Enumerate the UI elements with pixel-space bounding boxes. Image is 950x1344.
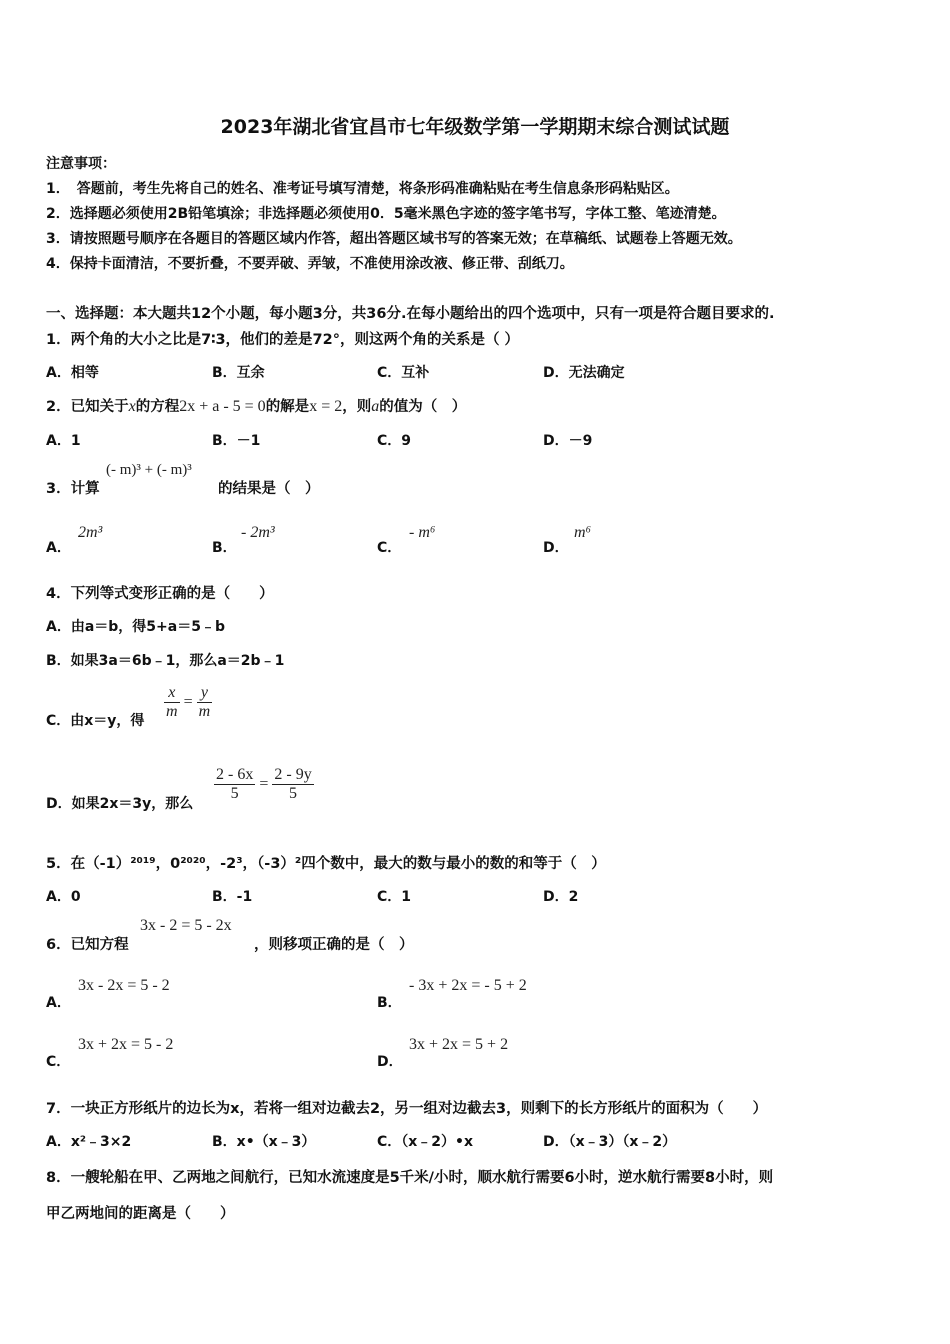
q4d-num1: 2 - 6x [216,766,254,783]
q7-option-d: D．（x﹣3）（x﹣2） [543,1134,677,1150]
q2-var-x: x [128,398,136,415]
q2-var-a: a [371,398,380,415]
q2-text-1: 2．已知关于 [46,399,129,415]
q4-option-c: C．由x＝y，得 [46,713,145,729]
q5-option-a: A．0 [46,889,81,905]
q2-stem [46,395,466,416]
q3-label-b: B． [212,540,237,556]
q2-text-3: 的解是 [265,399,310,415]
q2-option-d: D．－9 [543,433,593,449]
note-3: 3．请按照题号顺序在各题目的答题区域内作答，超出答题区域书写的答案无效；在草稿纸、试题卷上答题无效。 [46,231,742,247]
note-2: 2．选择题必须使用2B铅笔填涂；非选择题必须使用0．5毫米黑色字迹的签字笔书写，字体工整、笔迹清楚。 [46,206,726,222]
note-4: 4．保持卡面清洁，不要折叠，不要弄破、弄皱，不准使用涂改液、修正带、刮纸刀。 [46,256,574,272]
q4d-den2: 5 [289,785,298,802]
q2-option-c: C．9 [377,433,412,449]
q4c-num2: y [200,684,208,701]
notes-heading: 注意事项： [46,156,116,172]
q1-option-c: C．互补 [377,365,430,381]
q5-option-c: C．1 [377,889,412,905]
q3-stem-1: 3．计算 [46,481,100,497]
q4d-den1: 5 [230,785,239,802]
q3-answer-d: m⁶ [574,524,592,541]
q8-stem-line1: 8．一艘轮船在甲、乙两地之间航行，已知水流速度是5千米/小时，顺水航行需要6小时，逆水航行需要8小时，则 [46,1170,774,1186]
q3-answer-a: 2m³ [78,524,103,541]
q5-option-d: D．2 [543,889,579,905]
q2-text-2: 的方程 [135,399,180,415]
q3-expression: (- m)³ + (- m)³ [106,462,192,478]
q2-option-a: A．1 [46,433,81,449]
q6-label-c: C． [46,1054,71,1070]
q8-stem-line2: 甲乙两地间的距离是（ ） [46,1206,235,1222]
q3-answer-b: - 2m³ [241,524,275,541]
q3-stem-2: 的结果是（ ） [218,481,320,497]
q6-stem-2: ，则移项正确的是（ ） [254,937,414,953]
q4-option-b: B．如果3a＝6b﹣1，那么a＝2b﹣1 [46,653,285,669]
q5-stem: 5．在（-1）²⁰¹⁹，0²⁰²⁰，-2³，（-3）²四个数中，最大的数与最小的数的和等于（ ） [46,856,606,872]
q6-answer-b: - 3x + 2x = - 5 + 2 [409,977,527,994]
q2-text-4: ，则 [342,399,372,415]
q4c-num1: x [168,684,176,701]
q3-answer-c: - m⁶ [409,524,436,541]
q4-option-a: A．由a＝b，得5+a＝5﹣b [46,619,225,635]
q3-label-c: C． [377,540,402,556]
q6-answer-d: 3x + 2x = 5 + 2 [409,1036,509,1053]
q6-label-b: B． [377,995,402,1011]
q4c-den2: m [198,703,211,720]
q6-label-a: A． [46,995,71,1011]
q4-stem: 4．下列等式变形正确的是（ ） [46,586,274,602]
q5-option-b: B．-1 [212,889,253,905]
q7-option-a: A．x²﹣3×2 [46,1134,132,1150]
q3-label-d: D． [543,540,569,556]
q4d-num2: 2 - 9y [274,766,312,783]
page-title: 2023年湖北省宜昌市七年级数学第一学期期末综合测试试题 [220,116,730,138]
q6-stem-1: 6．已知方程 [46,937,129,953]
q6-equation: 3x - 2 = 5 - 2x [140,917,232,934]
note-1: 1． 答题前，考生先将自己的姓名、准考证号填写清楚，将条形码准确粘贴在考生信息条形码粘贴区。 [46,181,679,197]
q7-option-b: B．x•（x﹣3） [212,1134,316,1150]
q1-option-b: B．互余 [212,365,265,381]
q1-option-a: A．相等 [46,365,99,381]
q2-solution: x = 2 [309,398,343,415]
q6-answer-c: 3x + 2x = 5 - 2 [78,1036,174,1053]
q7-stem: 7．一块正方形纸片的边长为x，若将一组对边截去2，另一组对边截去3，则剩下的长方形纸片的面积为（ ） [46,1101,768,1117]
q4-option-c-math: $\frac{x}{m}$ = $\frac{y}{m}$ [166,684,211,720]
q3-label-a: A． [46,540,71,556]
q2-text-5: 的值为（ ） [379,399,467,415]
q4-option-d-math: $\frac{2 - 6x}{5}$ = $\frac{2 - 9y}{5}$ [216,766,312,802]
q2-option-b: B．－1 [212,433,261,449]
q6-answer-a: 3x - 2x = 5 - 2 [78,977,170,994]
q2-equation: 2x + a - 5 = 0 [179,398,266,415]
q4c-den1: m [166,703,178,720]
q1-stem: 1．两个角的大小之比是7∶3，他们的差是72°，则这两个角的关系是（ ） [46,332,520,348]
q1-option-d: D．无法确定 [543,365,625,381]
q6-label-d: D． [377,1054,403,1070]
q4-option-d: D．如果2x＝3y，那么 [46,796,194,812]
q7-option-c: C．（x﹣2）•x [377,1134,474,1150]
section-heading: 一、选择题：本大题共12个小题，每小题3分，共36分.在每小题给出的四个选项中，只有一项是符合题目要求的. [46,306,775,322]
